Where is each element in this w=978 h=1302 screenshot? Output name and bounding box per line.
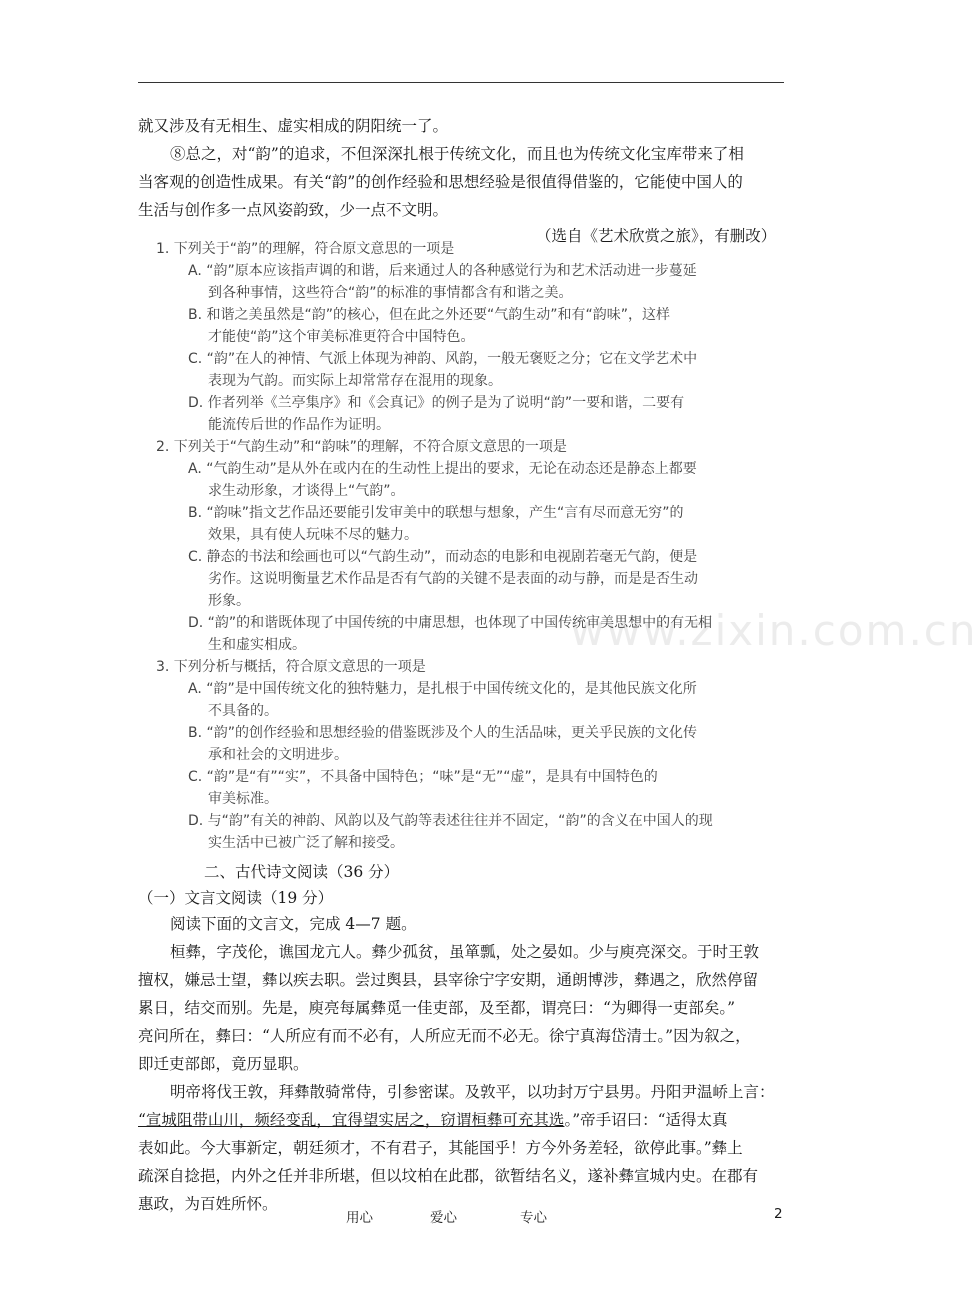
option-line: 劣作。这说明衡量艺术作品是否有气韵的关键不是表面的动与静，而是是否生动 [208, 571, 698, 587]
passage-line: 表如此。今大事新定，朝廷须才，不有君子，其能国乎！方今外务差轻，欲停此事。”彝上 [138, 1139, 743, 1157]
underlined-sentence: “宣城阻带山川，频经变乱，宜得望实居之，窃谓桓彝可充其选 [138, 1111, 565, 1129]
option-line: 效果，具有使人玩味不尽的魅力。 [208, 527, 418, 543]
option-line: D. “韵”的和谐既体现了中国传统的中庸思想，也体现了中国传统审美思想中的有无相 [188, 615, 713, 631]
footer-text: 爱心 [430, 1210, 457, 1226]
option-line: A. “韵”原本应该指声调的和谐，后来通过人的各种感觉行为和艺术活动进一步蔓延 [188, 263, 697, 279]
passage-line [138, 1106, 728, 1134]
question-1: 1. 下列关于“韵”的理解，符合原文意思的一项是 [156, 241, 455, 257]
body-line: ⑧总之，对“韵”的追求，不但深深扎根于传统文化，而且也为传统文化宝库带来了相 [170, 145, 744, 163]
option-line: 能流传后世的作品作为证明。 [208, 417, 390, 433]
passage-line: 累日，结交而别。先是，庾亮每属彝觅一佳吏部，及至都，谓亮曰：“为卿得一吏部矣。” [138, 999, 736, 1017]
source-citation: （选自《艺术欣赏之旅》，有删改） [536, 227, 777, 245]
section-title: 二、古代诗文阅读（36 分） [204, 863, 400, 881]
option-line: A. “韵”是中国传统文化的独特魅力，是扎根于中国传统文化的，是其他民族文化所 [188, 681, 697, 697]
passage-line: 亮问所在，彝曰：“人所应有而不必有，人所应无而不必无。徐宁真海岱清士。”因为叙之， [138, 1027, 751, 1045]
option-line: D. 作者列举《兰亭集序》和《会真记》的例子是为了说明“韵”一要和谐，二要有 [188, 395, 685, 411]
passage-line: 桓彝，字茂伦，谯国龙亢人。彝少孤贫，虽箪瓢，处之晏如。少与庾亮深交。于时王敦 [170, 943, 760, 961]
header-rule [138, 82, 784, 83]
option-line: B. 和谐之美虽然是“韵”的核心，但在此之外还要“气韵生动”和有“韵味”，这样 [188, 307, 671, 323]
footer-text: 专心 [520, 1210, 547, 1226]
option-line: 生和虚实相成。 [208, 637, 306, 653]
body-line: 当客观的创造性成果。有关“韵”的创作经验和思想经验是很值得借鉴的，它能使中国人的 [138, 173, 743, 191]
option-line: 审美标准。 [208, 791, 278, 807]
option-line: 表现为气韵。而实际上却常常存在混用的现象。 [208, 373, 502, 389]
option-line: 求生动形象，才谈得上“气韵”。 [208, 483, 405, 499]
passage-line: 即迁吏部郎，竟历显职。 [138, 1055, 309, 1073]
passage-line: 惠政，为百姓所怀。 [138, 1195, 278, 1213]
footer-text: 用心 [346, 1210, 373, 1226]
option-line: 形象。 [208, 593, 250, 609]
watermark: www.zixin.com.cn [570, 606, 978, 655]
option-line: 到各种事情，这些符合“韵”的标准的事情都含有和谐之美。 [208, 285, 573, 301]
body-line: 就又涉及有无相生、虚实相成的阴阳统一了。 [138, 117, 449, 135]
option-line: 不具备的。 [208, 703, 278, 719]
passage-line: 疏深自捻挹，内外之任并非所堪，但以坟柏在此郡，欲暂结名义，遂补彝宣城内史。在郡有 [138, 1167, 759, 1185]
option-line: 实生活中已被广泛了解和接受。 [208, 835, 404, 851]
option-line: D. 与“韵”有关的神韵、风韵以及气韵等表述往往并不固定，“韵”的含义在中国人的现 [188, 813, 713, 829]
option-line: C. “韵”在人的神情、气派上体现为神韵、风韵，一般无褒贬之分；它在文学艺术中 [188, 351, 698, 367]
question-2: 2. 下列关于“气韵生动”和“韵味”的理解，不符合原文意思的一项是 [156, 439, 567, 455]
subsection-title: （一）文言文阅读（19 分） [138, 889, 334, 907]
body-line: 生活与创作多一点风姿韵致，少一点不文明。 [138, 201, 449, 219]
option-line: B. “韵味”指文艺作品还要能引发审美中的联想与想象，产生“言有尽而意无穷”的 [188, 505, 684, 521]
option-line: 承和社会的文明进步。 [208, 747, 348, 763]
option-line: C. “韵”是“有”“实”，不具备中国特色；“味”是“无”“虚”，是具有中国特色的 [188, 769, 658, 785]
instruction: 阅读下面的文言文，完成 4—7 题。 [170, 915, 417, 933]
option-line: C. 静态的书法和绘画也可以“气韵生动”，而动态的电影和电视剧若毫无气韵，便是 [188, 549, 698, 565]
option-line: 才能使“韵”这个审美标准更符合中国特色。 [208, 329, 475, 345]
question-3: 3. 下列分析与概括，符合原文意思的一项是 [156, 659, 426, 675]
page-number: 2 [774, 1206, 783, 1222]
passage-text: 。”帝手诏曰：“适得太真 [564, 1111, 728, 1129]
passage-line: 擅权，嫌忌士望，彝以疾去职。尝过舆县，县宰徐宁字安期，通朗博涉，彝遇之，欣然停留 [138, 971, 759, 989]
passage-line: 明帝将伐王敦，拜彝散骑常侍，引参密谋。及敦平，以功封万宁县男。丹阳尹温峤上言： [170, 1083, 775, 1101]
option-line: B. “韵”的创作经验和思想经验的借鉴既涉及个人的生活品味，更关乎民族的文化传 [188, 725, 698, 741]
option-line: A. “气韵生动”是从外在或内在的生动性上提出的要求，无论在动态还是静态上都要 [188, 461, 697, 477]
